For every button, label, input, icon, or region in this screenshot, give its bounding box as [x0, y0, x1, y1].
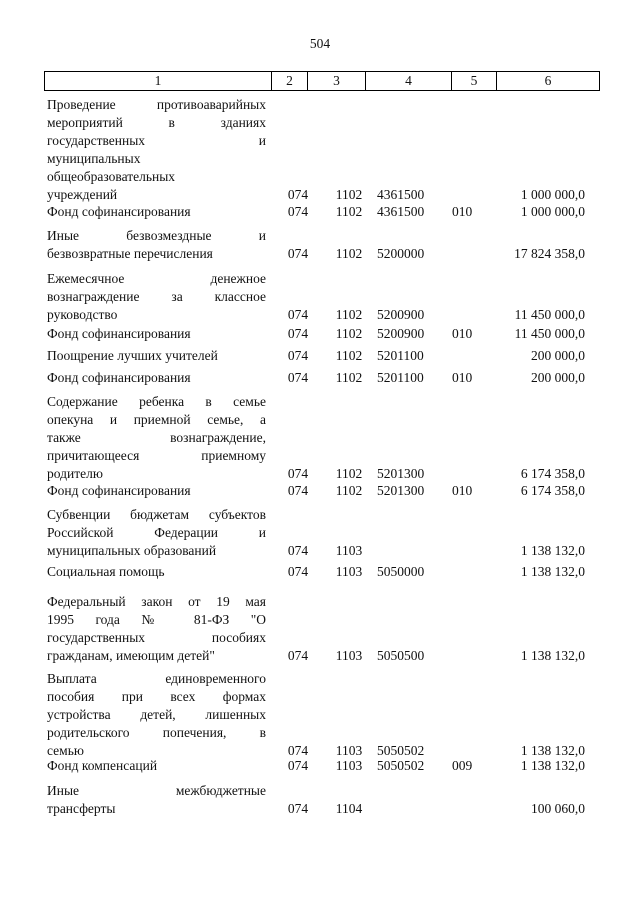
department-code: 074 [287, 204, 309, 219]
target-item-code: 5201300 [377, 483, 425, 498]
department-code: 074 [287, 187, 309, 202]
section-code: 1103 [335, 564, 363, 579]
amount: 1 000 000,0 [520, 187, 585, 202]
row-description-line: Ежемесячное денежное [47, 271, 266, 286]
target-item-code: 5200900 [377, 326, 425, 341]
row-description [47, 506, 266, 560]
row-description [47, 593, 266, 665]
section-code: 1103 [335, 758, 363, 773]
department-code: 074 [287, 648, 309, 663]
row-description-line: муниципальных образований [47, 543, 217, 558]
row-description-line: Фонд компенсаций [47, 758, 158, 773]
column-header-6: 6 [497, 72, 600, 91]
row-description-line: мероприятий в зданиях [47, 115, 266, 130]
amount: 200 000,0 [531, 348, 585, 363]
row-description-line: Иные безвозмездные и [47, 228, 266, 243]
row-description [47, 325, 266, 343]
row-description-line: Субвенции бюджетам субъектов [47, 507, 266, 522]
row-description-line: семью [47, 743, 84, 758]
table-row [47, 203, 592, 221]
department-code: 074 [287, 466, 309, 481]
section-code: 1102 [335, 246, 363, 261]
row-description-line: пособия при всех формах [47, 689, 266, 704]
row-description-line: Фонд софинансирования [47, 370, 191, 385]
department-code: 074 [287, 246, 309, 261]
row-description [47, 96, 266, 204]
row-description [47, 227, 266, 263]
section-code: 1102 [335, 348, 363, 363]
section-code: 1102 [335, 307, 363, 322]
row-description-line: Проведение противоаварийных [47, 97, 266, 112]
section-code: 1102 [335, 326, 363, 341]
expense-type-code: 009 [452, 758, 473, 773]
row-description-line: Поощрение лучших учителей [47, 348, 218, 363]
table-row [47, 393, 592, 483]
department-code: 074 [287, 758, 309, 773]
section-code: 1103 [335, 648, 363, 663]
amount: 11 450 000,0 [514, 326, 585, 341]
table-row [47, 347, 592, 365]
row-description [47, 563, 266, 581]
row-description-line: учреждений [47, 187, 118, 202]
section-code: 1104 [335, 801, 363, 816]
expense-type-code: 010 [452, 204, 473, 219]
amount: 100 060,0 [531, 801, 585, 816]
table-row [47, 593, 592, 665]
row-description [47, 347, 266, 365]
table-row [47, 270, 592, 324]
table-row [47, 369, 592, 387]
target-item-code: 5201100 [377, 370, 424, 385]
amount: 17 824 358,0 [514, 246, 585, 261]
amount: 1 138 132,0 [520, 758, 585, 773]
department-code: 074 [287, 483, 309, 498]
row-description-line: опекуна и приемной семье, а [47, 412, 266, 427]
section-code: 1102 [335, 370, 363, 385]
column-header-table [44, 71, 600, 91]
section-code: 1103 [335, 543, 363, 558]
section-code: 1102 [335, 187, 363, 202]
target-item-code: 4361500 [377, 187, 425, 202]
row-description-line: Иные межбюджетные [47, 783, 266, 798]
department-code: 074 [287, 370, 309, 385]
table-row [47, 563, 592, 581]
department-code: 074 [287, 543, 309, 558]
row-description-line: вознаграждение за классное [47, 289, 266, 304]
target-item-code: 5201300 [377, 466, 425, 481]
table-row [47, 782, 592, 818]
expense-type-code: 010 [452, 483, 473, 498]
row-description-line: также вознаграждение, [47, 430, 266, 445]
target-item-code: 5050502 [377, 758, 425, 773]
row-description-line: Федеральный закон от 19 мая [47, 594, 266, 609]
amount: 1 138 132,0 [520, 743, 585, 758]
column-header-row [45, 72, 600, 91]
amount: 1 138 132,0 [520, 648, 585, 663]
table-row [47, 96, 592, 204]
row-description [47, 782, 266, 818]
department-code: 074 [287, 564, 309, 579]
target-item-code: 5050000 [377, 564, 425, 579]
department-code: 074 [287, 743, 309, 758]
row-description-line: Фонд софинансирования [47, 483, 191, 498]
section-code: 1102 [335, 204, 363, 219]
row-description-line: устройства детей, лишенных [47, 707, 266, 722]
section-code: 1102 [335, 466, 363, 481]
row-description-line: родительского попечения, в [47, 725, 266, 740]
row-description-line: причитающееся приемному [47, 448, 266, 463]
row-description-line: Фонд софинансирования [47, 204, 191, 219]
table-row [47, 227, 592, 263]
row-description [47, 270, 266, 324]
row-description-line: общеобразовательных [47, 169, 176, 184]
department-code: 074 [287, 348, 309, 363]
row-description-line: Содержание ребенка в семье [47, 394, 266, 409]
row-description-line: Фонд софинансирования [47, 326, 191, 341]
department-code: 074 [287, 326, 309, 341]
row-description-line: Выплата единовременного [47, 671, 266, 686]
row-description-line: Социальная помощь [47, 564, 165, 579]
target-item-code: 4361500 [377, 204, 425, 219]
row-description [47, 393, 266, 483]
column-header-5: 5 [452, 72, 497, 91]
expense-type-code: 010 [452, 370, 473, 385]
amount: 11 450 000,0 [514, 307, 585, 322]
row-description [47, 482, 266, 500]
row-description-line: руководство [47, 307, 118, 322]
column-header-2: 2 [272, 72, 308, 91]
row-description-line: 1995 года № 81-ФЗ "О [47, 612, 266, 627]
target-item-code: 5050502 [377, 743, 425, 758]
page-number: 504 [309, 36, 331, 51]
target-item-code: 5050500 [377, 648, 425, 663]
section-code: 1103 [335, 743, 363, 758]
target-item-code: 5200000 [377, 246, 425, 261]
amount: 6 174 358,0 [520, 483, 585, 498]
row-description [47, 670, 266, 760]
table-row [47, 670, 592, 760]
column-header-3: 3 [308, 72, 366, 91]
department-code: 074 [287, 801, 309, 816]
section-code: 1102 [335, 483, 363, 498]
column-header-4: 4 [366, 72, 452, 91]
amount: 1 138 132,0 [520, 564, 585, 579]
row-description [47, 369, 266, 387]
row-description-line: муниципальных [47, 151, 141, 166]
table-row [47, 325, 592, 343]
department-code: 074 [287, 307, 309, 322]
expense-type-code: 010 [452, 326, 473, 341]
target-item-code: 5200900 [377, 307, 425, 322]
amount: 200 000,0 [531, 370, 585, 385]
row-description [47, 757, 266, 775]
row-description-line: Российской Федерации и [47, 525, 266, 540]
column-header-1: 1 [45, 72, 272, 91]
row-description-line: государственных пособиях [47, 630, 266, 645]
amount: 1 000 000,0 [520, 204, 585, 219]
target-item-code: 5201100 [377, 348, 424, 363]
table-row [47, 757, 592, 775]
row-description-line: безвозвратные перечисления [47, 246, 213, 261]
amount: 6 174 358,0 [520, 466, 585, 481]
row-description [47, 203, 266, 221]
row-description-line: трансферты [47, 801, 116, 816]
row-description-line: гражданам, имеющим детей" [47, 648, 215, 663]
row-description-line: родителю [47, 466, 103, 481]
row-description-line: государственных и [47, 133, 266, 148]
table-row [47, 506, 592, 560]
amount: 1 138 132,0 [520, 543, 585, 558]
table-row [47, 482, 592, 500]
